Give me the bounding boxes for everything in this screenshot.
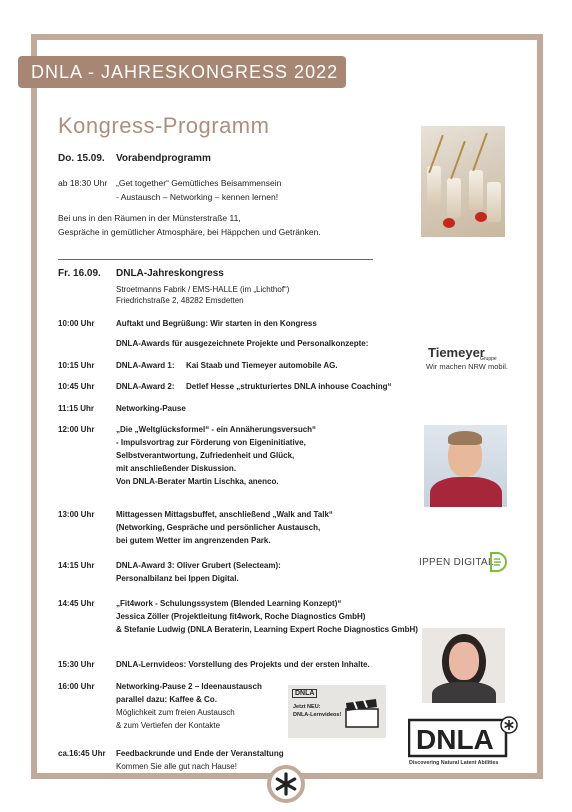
day1-desc2: Gespräche in gemütlicher Atmosphäre, bei Häppchen und Getränken. xyxy=(58,227,321,237)
row-text: Möglichkeit zum freien Austausch xyxy=(116,708,235,717)
dnla-logo xyxy=(408,716,518,758)
row-text: (Networking, Gespräche und persönlicher Austausch, xyxy=(116,523,321,532)
day1-date: Do. 15.09. xyxy=(58,153,105,164)
separator-line xyxy=(58,259,373,260)
lernvideos-teaser xyxy=(288,685,386,738)
row-text: Auftakt und Begrüßung: Wir starten in den Kongress xyxy=(116,319,317,328)
row-time: 13:00 Uhr xyxy=(58,510,95,519)
speaker-photo xyxy=(422,628,505,703)
row-text: Networking-Pause xyxy=(116,404,186,413)
tiemeyer-sub: Gruppe xyxy=(480,356,497,362)
row-time: 14:15 Uhr xyxy=(58,561,95,570)
row-text: DNLA-Lernvideos: Vorstellung des Projekts und der ersten Inhalte. xyxy=(116,660,370,669)
row-time: 12:00 Uhr xyxy=(58,425,95,434)
row-time: 11:15 Uhr xyxy=(58,404,95,413)
dnla-tagline: Discovering Natural Latent Abilities xyxy=(409,760,499,766)
award-label: DNLA-Award 2: xyxy=(116,382,175,391)
footer-star-badge xyxy=(267,765,305,803)
row-time: 10:00 Uhr xyxy=(58,319,95,328)
day2-date: Fr. 16.09. xyxy=(58,268,101,279)
dnla-mini-logo: DNLA xyxy=(292,689,317,698)
day1-desc1: Bei uns in den Räumen in der Münsterstraße 11, xyxy=(58,213,241,223)
row-text: Feedbackrunde und Ende der Veranstaltung xyxy=(116,749,284,758)
ippen-digital-logo: IPPEN DIGITAL xyxy=(419,557,494,568)
row-text: „Fit4work - Schulungssystem (Blended Learning Konzept)“ xyxy=(116,599,342,608)
dnla-logo-text: DNLA xyxy=(416,724,494,755)
speaker-photo xyxy=(424,425,507,507)
row-text: DNLA-Award 3: Oliver Grubert (Selecteam): xyxy=(116,561,281,570)
ippen-digital-icon xyxy=(487,551,507,573)
day1-title: Vorabendprogramm xyxy=(116,153,211,164)
row-text: Kommen Sie alle gut nach Hause! xyxy=(116,762,237,771)
row-text: Detlef Hesse „strukturiertes DNLA inhouse Coaching“ xyxy=(186,382,392,391)
day1-line2: - Austausch – Networking – kennen lernen! xyxy=(116,192,279,202)
clapperboard-icon xyxy=(344,699,380,729)
day1-time: ab 18:30 Uhr xyxy=(58,178,108,188)
row-text: Personalbilanz bei Ippen Digital. xyxy=(116,574,239,583)
food-photo xyxy=(421,126,505,237)
tiemeyer-logo: Tiemeyer xyxy=(428,345,485,360)
venue-line2: Friedrichstraße 2, 48282 Emsdetten xyxy=(116,296,244,305)
row-time: 15:30 Uhr xyxy=(58,660,95,669)
row-text: Von DNLA-Berater Martin Lischka, anenco. xyxy=(116,477,279,486)
video-text: DNLA-Lernvideos! xyxy=(293,712,342,718)
page-heading: Kongress-Programm xyxy=(58,113,270,138)
row-text: „Die „Weltglücksformel“ - ein Annäherungsversuch“ xyxy=(116,425,317,434)
row-time: 16:00 Uhr xyxy=(58,682,95,691)
tiemeyer-claim: Wir machen NRW mobil. xyxy=(426,362,508,371)
title-banner: DNLA - JAHRESKONGRESS 2022 xyxy=(18,56,346,88)
venue-line1: Stroetmanns Fabrik / EMS-HALLE (im „Lichthof“) xyxy=(116,285,290,294)
row-time: ca.16:45 Uhr xyxy=(58,749,106,758)
row-text: Mittagessen Mittagsbuffet, anschließend „Walk and Talk“ xyxy=(116,510,333,519)
row-text: parallel dazu: Kaffee & Co. xyxy=(116,695,217,704)
asterisk-icon xyxy=(271,769,301,799)
row-text: Kai Staab und Tiemeyer automobile AG. xyxy=(186,361,338,370)
day1-line1: „Get together“ Gemütliches Beisammensein xyxy=(116,178,282,188)
row-text: Networking-Pause 2 – Ideenaustausch xyxy=(116,682,262,691)
day2-header xyxy=(58,268,224,279)
row-text: DNLA-Awards für ausgezeichnete Projekte und Personalkonzepte: xyxy=(116,339,369,348)
day2-title: DNLA-Jahreskongress xyxy=(116,268,224,279)
row-time: 14:45 Uhr xyxy=(58,599,95,608)
row-text: & zum Vertiefen der Kontakte xyxy=(116,721,221,730)
row-text: bei gutem Wetter im angrenzenden Park. xyxy=(116,536,271,545)
row-time: 10:15 Uhr xyxy=(58,361,95,370)
row-text: mit anschließender Diskussion. xyxy=(116,464,237,473)
video-text: Jetzt NEU: xyxy=(293,704,321,710)
day1-header xyxy=(58,153,211,164)
row-text: Selbstverantwortung, Zufriedenheit und Glück, xyxy=(116,451,295,460)
row-time: 10:45 Uhr xyxy=(58,382,95,391)
row-text: Jessica Zöller (Projektleitung fit4work, Roche Diagnostics GmbH) xyxy=(116,612,366,621)
row-text: & Stefanie Ludwig (DNLA Beraterin, Learning Expert Roche Diagnostics GmbH) xyxy=(116,625,418,634)
award-label: DNLA-Award 1: xyxy=(116,361,175,370)
row-text: - Impulsvortrag zur Förderung von Eigeninitiative, xyxy=(116,438,306,447)
